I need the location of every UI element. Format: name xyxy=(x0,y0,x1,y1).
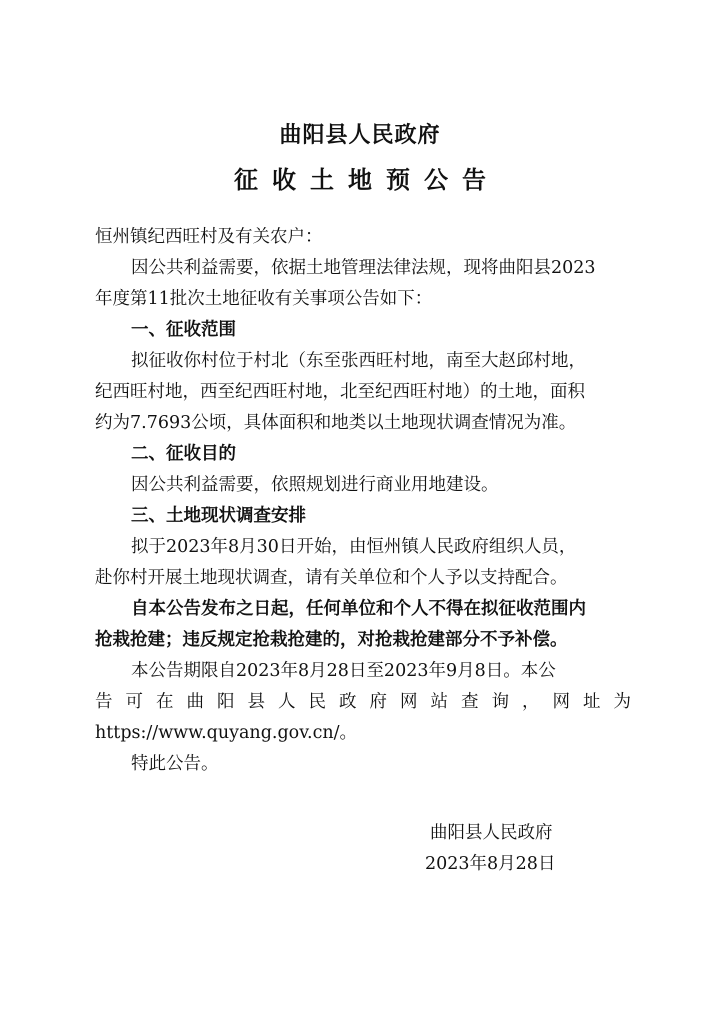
warning-line-1: 自本公告发布之日起，任何单位和个人不得在拟征收范围内 xyxy=(131,599,586,619)
section2-body: 因公共利益需要，依照规划进行商业用地建设。 xyxy=(131,475,499,495)
website-url: https://www.quyang.gov.cn/。 xyxy=(95,723,358,743)
signature-date: 2023年8月28日 xyxy=(425,854,556,874)
section3-heading: 三、土地现状调查安排 xyxy=(131,506,306,526)
notice-body xyxy=(95,222,631,780)
section2-heading: 二、征收目的 xyxy=(131,444,236,464)
intro-line-2: 年度第11批次土地征收有关事项公告如下： xyxy=(95,289,433,309)
section1-line-2: 纪西旺村地，西至纪西旺村地，北至纪西旺村地）的土地，面积 xyxy=(95,382,585,402)
section1-line-1: 拟征收你村位于村北（东至张西旺村地，南至大赵邱村地， xyxy=(131,351,586,371)
notice-title: 征收土地预公告 xyxy=(234,166,500,194)
warning-line-2: 抢栽抢建；违反规定抢栽抢建的，对抢栽抢建部分不予补偿。 xyxy=(95,630,568,650)
section3-line-1: 拟于2023年8月30日开始，由恒州镇人民政府组织人员， xyxy=(131,537,577,557)
section3-line-2: 赴你村开展土地现状调查，请有关单位和个人予以支持配合。 xyxy=(95,568,568,588)
period-line-1: 本公告期限自2023年8月28日至2023年9月8日。本公 xyxy=(131,661,556,681)
intro-line-1: 因公共利益需要，依据土地管理法律法规，现将曲阳县2023 xyxy=(131,258,596,278)
addressee: 恒州镇纪西旺村及有关农户： xyxy=(95,227,323,247)
signature-organization: 曲阳县人民政府 xyxy=(430,823,553,843)
section1-heading: 一、征收范围 xyxy=(131,320,236,340)
issuing-authority-title: 曲阳县人民政府 xyxy=(279,123,441,148)
closing-text: 特此公告。 xyxy=(131,754,219,774)
period-line-2: 告可在曲阳县人民政府网站查询，网址为 xyxy=(95,692,631,712)
section1-line-3: 约为7.7693公顷，具体面积和地类以土地现状调查情况为准。 xyxy=(95,413,577,433)
